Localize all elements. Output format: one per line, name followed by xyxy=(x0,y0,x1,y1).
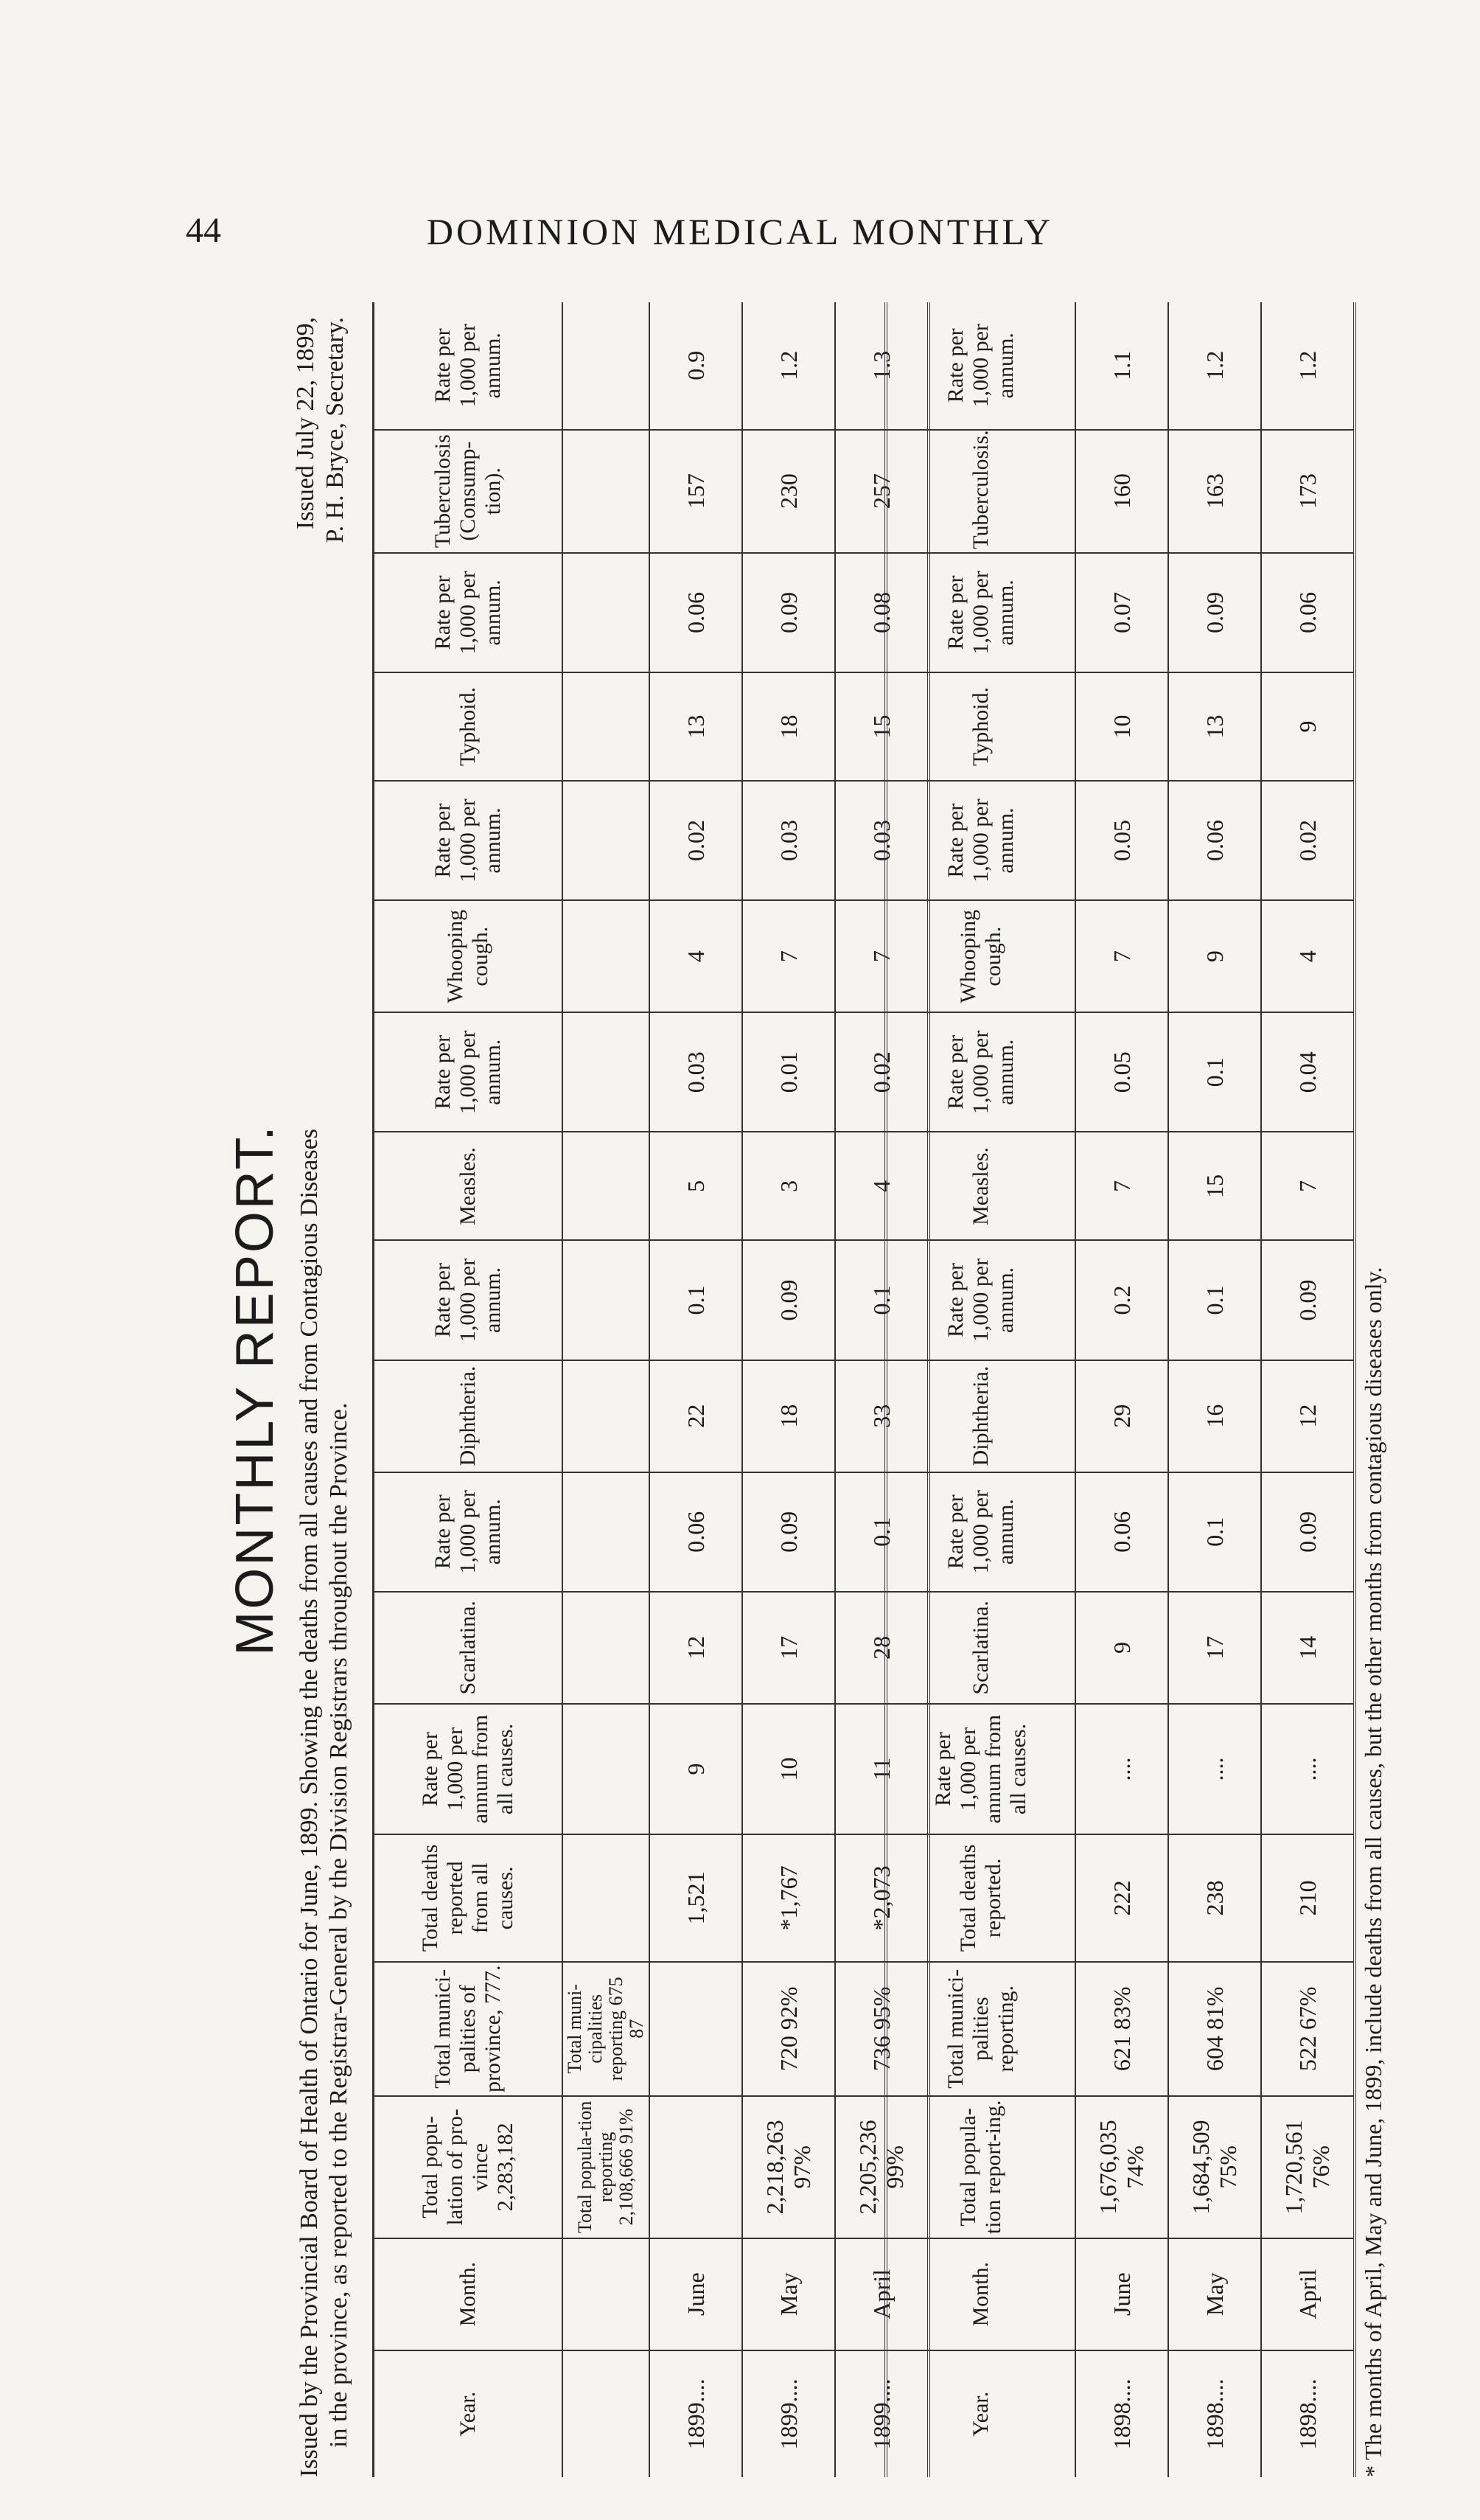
header-row-cell: Rate per 1,000 per annum from all causes. xyxy=(886,1704,1075,1834)
header-row-cell: Typhoid. xyxy=(374,672,563,781)
table-row-cell: 1,521 xyxy=(649,1834,742,1961)
table-row-cell: 0.1 xyxy=(1168,1240,1261,1360)
table-row-cell: 4 xyxy=(1261,900,1355,1012)
subheader-row-cell: Total popula-tion reporting 2,108,666 91% xyxy=(562,2096,649,2238)
header-row-cell: Tuberculosis (Consump-tion). xyxy=(374,430,563,553)
header-row xyxy=(886,302,1075,2477)
table-row-cell: 0.06 xyxy=(1261,553,1355,672)
table-row xyxy=(742,302,835,2477)
subheader-row-cell xyxy=(562,1132,649,1240)
header-row-cell: Year. xyxy=(374,2350,563,2477)
table-row-cell: 0.1 xyxy=(835,1472,929,1592)
header-row-cell: Rate per 1,000 per annum. xyxy=(886,1240,1075,1360)
table-row-cell: 0.08 xyxy=(835,553,929,672)
table-row xyxy=(1075,302,1168,2477)
table-row-cell: 2,218,263 97% xyxy=(742,2096,835,2238)
table-row-cell: 0.02 xyxy=(835,1012,929,1132)
header-row-cell: Total popula-tion report-ing. xyxy=(886,2096,1075,2238)
table-row-cell: 14 xyxy=(1261,1592,1355,1704)
table-row-cell: 17 xyxy=(742,1592,835,1704)
table-row-cell: 1898.... xyxy=(1261,2350,1355,2477)
issued-info xyxy=(291,317,350,789)
table-row-cell: 157 xyxy=(649,430,742,553)
table-row-cell: 28 xyxy=(835,1592,929,1704)
table-row-cell: .... xyxy=(1261,1704,1355,1834)
table-row-cell: 7 xyxy=(1075,1132,1168,1240)
table-row-cell: 238 xyxy=(1168,1834,1261,1961)
table-row-cell: 0.01 xyxy=(742,1012,835,1132)
subheader-row-cell xyxy=(562,1704,649,1834)
table-row-cell: 9 xyxy=(1261,672,1355,781)
table-row-cell: 163 xyxy=(1168,430,1261,553)
table-row-cell: 0.05 xyxy=(1075,1012,1168,1132)
table-row-cell: 257 xyxy=(835,430,929,553)
header-row-cell: Scarlatina. xyxy=(886,1592,1075,1704)
table-row-cell: 1,720,561 76% xyxy=(1261,2096,1355,2238)
table-row-cell: 9 xyxy=(649,1704,742,1834)
subheader-row-cell xyxy=(562,2350,649,2477)
table-row-cell: 5 xyxy=(649,1132,742,1240)
table-row-cell: 1898.... xyxy=(1168,2350,1261,2477)
table-row-cell: 13 xyxy=(1168,672,1261,781)
table-row-cell: 0.2 xyxy=(1075,1240,1168,1360)
subheader-row-cell xyxy=(562,1240,649,1360)
table-row-cell: April xyxy=(835,2238,929,2350)
header-row-cell: Rate per 1,000 per annum from all causes. xyxy=(374,1704,563,1834)
header-row-cell: Rate per 1,000 per annum. xyxy=(886,1472,1075,1592)
header-row-cell: Typhoid. xyxy=(886,672,1075,781)
table-row-cell: 4 xyxy=(835,1132,929,1240)
header-row-cell: Total deaths reported from all causes. xyxy=(374,1834,563,1961)
table-row-cell: .... xyxy=(1168,1704,1261,1834)
table-row-cell: 7 xyxy=(835,900,929,1012)
header-row-cell: Total popu-lation of pro-vince 2,283,182 xyxy=(374,2096,563,2238)
table-row-cell: 0.9 xyxy=(649,302,742,430)
table-row-cell: 12 xyxy=(649,1592,742,1704)
table-row-cell: 160 xyxy=(1075,430,1168,553)
table-row xyxy=(649,302,742,2477)
table-row-cell: 210 xyxy=(1261,1834,1355,1961)
header-row-cell: Month. xyxy=(886,2238,1075,2350)
issued-note-line-2: in the province, as reported to the Registrar-General by the Division Registrars throughout the Province. xyxy=(325,1402,352,2448)
table-row-cell: 0.09 xyxy=(1261,1240,1355,1360)
header-row-cell: Whooping cough. xyxy=(886,900,1075,1012)
header-row-cell: Rate per 1,000 per annum. xyxy=(374,781,563,900)
table-row-cell: 0.1 xyxy=(1168,1012,1261,1132)
header-row-cell: Diphtheria. xyxy=(374,1360,563,1472)
table-row-cell: *2,073 xyxy=(835,1834,929,1961)
table-row-cell: 222 xyxy=(1075,1834,1168,1961)
table-row-cell: 1,684,509 75% xyxy=(1168,2096,1261,2238)
table-row-cell: May xyxy=(742,2238,835,2350)
table-row-cell: 7 xyxy=(1261,1132,1355,1240)
table-row-cell: 2,205,236 99% xyxy=(835,2096,929,2238)
table-row-cell: 13 xyxy=(649,672,742,781)
table-row-cell: 9 xyxy=(1075,1592,1168,1704)
table-row-cell: 0.09 xyxy=(742,1240,835,1360)
table-row-cell: 29 xyxy=(1075,1360,1168,1472)
subheader-row-cell xyxy=(562,1592,649,1704)
subheader-row-cell xyxy=(562,1012,649,1132)
table-row-cell: 10 xyxy=(1075,672,1168,781)
table-row-cell: 173 xyxy=(1261,430,1355,553)
table-row-cell: 1899.... xyxy=(649,2350,742,2477)
header-row-cell: Rate per 1,000 per annum. xyxy=(374,1472,563,1592)
table-row-cell: 1.1 xyxy=(1075,302,1168,430)
table-row-cell: 10 xyxy=(742,1704,835,1834)
table-row-cell: June xyxy=(1075,2238,1168,2350)
table-row-cell: 7 xyxy=(742,900,835,1012)
table-row-cell: 0.03 xyxy=(742,781,835,900)
issued-by: P. H. Bryce, Secretary. xyxy=(321,317,349,543)
header-row-cell: Month. xyxy=(374,2238,563,2350)
header-row-cell: Measles. xyxy=(886,1132,1075,1240)
report-table-1899 xyxy=(372,302,930,2477)
table-row-cell: 522 67% xyxy=(1261,1962,1355,2096)
header-row-cell: Tuberculosis. xyxy=(886,430,1075,553)
issued-note xyxy=(295,796,354,2477)
header-row-cell: Rate per 1,000 per annum. xyxy=(886,781,1075,900)
table-row-cell: 0.03 xyxy=(835,781,929,900)
table-row-cell: 0.02 xyxy=(1261,781,1355,900)
table-row-cell: 1.2 xyxy=(1261,302,1355,430)
subheader-row-cell xyxy=(562,430,649,553)
header-row-cell: Whooping cough. xyxy=(374,900,563,1012)
table-row-cell xyxy=(649,1962,742,2096)
header-row-cell: Total deaths reported. xyxy=(886,1834,1075,1961)
table-row-cell: 0.06 xyxy=(1075,1472,1168,1592)
header-row-cell: Diphtheria. xyxy=(886,1360,1075,1472)
header-row-cell: Rate per 1,000 per annum. xyxy=(886,1012,1075,1132)
table-row-cell: 4 xyxy=(649,900,742,1012)
table-row-cell: 1898.... xyxy=(1075,2350,1168,2477)
header-row-cell: Total munici-palities reporting. xyxy=(886,1962,1075,2096)
subheader-row-cell xyxy=(562,1834,649,1961)
table-row-cell: *1,767 xyxy=(742,1834,835,1961)
table-row-cell: 0.06 xyxy=(1168,781,1261,900)
header-row-cell: Scarlatina. xyxy=(374,1592,563,1704)
header-row-cell: Rate per 1,000 per annum. xyxy=(886,302,1075,430)
table-row xyxy=(1261,302,1355,2477)
subheader-row xyxy=(562,302,649,2477)
table-row-cell: April xyxy=(1261,2238,1355,2350)
page-header xyxy=(0,210,1480,269)
table-row-cell: 16 xyxy=(1168,1360,1261,1472)
subheader-row-cell xyxy=(562,2238,649,2350)
table-row-cell: 621 83% xyxy=(1075,1962,1168,2096)
table-row-cell: 12 xyxy=(1261,1360,1355,1472)
table-row-cell: 33 xyxy=(835,1360,929,1472)
header-row-cell: Rate per 1,000 per annum. xyxy=(374,1012,563,1132)
subheader-row-cell xyxy=(562,553,649,672)
table-row-cell: 720 92% xyxy=(742,1962,835,2096)
subheader-row-cell xyxy=(562,302,649,430)
table-row-cell: 3 xyxy=(742,1132,835,1240)
table-row-cell: June xyxy=(649,2238,742,2350)
table-row-cell: 22 xyxy=(649,1360,742,1472)
table-row-cell: 0.09 xyxy=(742,553,835,672)
table-row-cell: 0.1 xyxy=(1168,1472,1261,1592)
table-row-cell: 0.02 xyxy=(649,781,742,900)
header-row-cell: Year. xyxy=(886,2350,1075,2477)
table-row-cell: 230 xyxy=(742,430,835,553)
table-row-cell: 0.09 xyxy=(1168,553,1261,672)
table-row-cell xyxy=(649,2096,742,2238)
page-number: 44 xyxy=(186,211,221,250)
table-row-cell: 0.07 xyxy=(1075,553,1168,672)
table-row-cell: 1.2 xyxy=(742,302,835,430)
table-row-cell: 18 xyxy=(742,1360,835,1472)
subheader-row-cell: Total muni-cipalities reporting 675 87 xyxy=(562,1962,649,2096)
table-row-cell: 0.09 xyxy=(742,1472,835,1592)
report-table-1898 xyxy=(884,302,1356,2477)
issued-note-line-1: Issued by the Provincial Board of Health of Ontario for June, 1899. Showing the deaths from all causes and from Contagious Diseases xyxy=(296,1128,323,2477)
footnote: * The months of April, May and June, 1899, include deaths from all causes, but the other months from contagious diseases only. xyxy=(1360,1267,1386,2477)
table-row-cell: May xyxy=(1168,2238,1261,2350)
table-row-cell: 1.3 xyxy=(835,302,929,430)
report-title: MONTHLY REPORT. xyxy=(226,1124,285,1656)
header-row-cell: Rate per 1,000 per annum. xyxy=(886,553,1075,672)
subheader-row-cell xyxy=(562,781,649,900)
table-row-cell: 9 xyxy=(1168,900,1261,1012)
table-row-cell: 0.06 xyxy=(649,553,742,672)
subheader-row-cell xyxy=(562,1472,649,1592)
table-row-cell: 17 xyxy=(1168,1592,1261,1704)
table-row-cell: 11 xyxy=(835,1704,929,1834)
table-row-cell: 0.1 xyxy=(649,1240,742,1360)
header-row-cell: Total munici-palities of province, 777. xyxy=(374,1962,563,2096)
table-row xyxy=(1168,302,1261,2477)
table-row-cell: 1899.... xyxy=(835,2350,929,2477)
issued-date: Issued July 22, 1899, xyxy=(292,317,319,530)
table-row-cell: 604 81% xyxy=(1168,1962,1261,2096)
subheader-row-cell xyxy=(562,672,649,781)
table-row-cell: 15 xyxy=(835,672,929,781)
subheader-row-cell xyxy=(562,1360,649,1472)
monthly-report xyxy=(225,302,1404,2477)
running-title: DOMINION MEDICAL MONTHLY xyxy=(426,211,1054,252)
table-row-cell: 0.1 xyxy=(835,1240,929,1360)
header-row xyxy=(374,302,563,2477)
header-row-cell: Rate per 1,000 per annum. xyxy=(374,1240,563,1360)
table-row-cell: 1899.... xyxy=(742,2350,835,2477)
table-row-cell: 0.04 xyxy=(1261,1012,1355,1132)
table-row-cell: 15 xyxy=(1168,1132,1261,1240)
table-row-cell: 1,676,035 74% xyxy=(1075,2096,1168,2238)
header-row-cell: Rate per 1,000 per annum. xyxy=(374,553,563,672)
table-row-cell: 18 xyxy=(742,672,835,781)
table-row-cell: 0.03 xyxy=(649,1012,742,1132)
table-row-cell: 1.2 xyxy=(1168,302,1261,430)
table-row-cell: 0.05 xyxy=(1075,781,1168,900)
table-row-cell: 7 xyxy=(1075,900,1168,1012)
table-row-cell: 0.06 xyxy=(649,1472,742,1592)
table-row-cell: 736 95% xyxy=(835,1962,929,2096)
header-row-cell: Rate per 1,000 per annum. xyxy=(374,302,563,430)
header-row-cell: Measles. xyxy=(374,1132,563,1240)
table-row-cell: .... xyxy=(1075,1704,1168,1834)
subheader-row-cell xyxy=(562,900,649,1012)
table-row-cell: 0.09 xyxy=(1261,1472,1355,1592)
